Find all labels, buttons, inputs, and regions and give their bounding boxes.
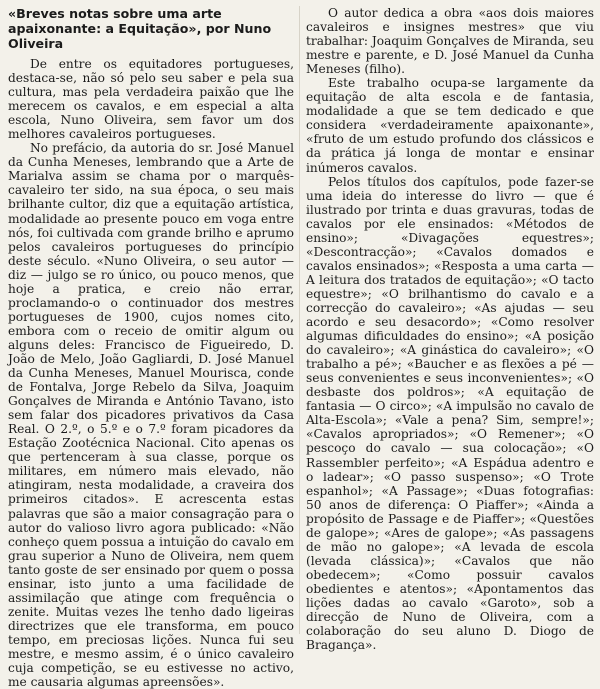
- paragraph-intro: De entre os equitadores portugueses, destaca-se, não só pelo seu saber e pela sua cultura, mas pela verdadeira paixão que lhe merecem os cavalos, e em especial a alta escola, Nuno Oliveira, sem favor um dos melhores cavaleiros portugueses.: [8, 57, 294, 142]
- paragraph-dedicatoria: O autor dedica a obra «aos dois maiores cavaleiros e insignes mestres» que viu trabalhar: Joaquim Gonçalves de Miranda, seu mestre e parente, e D. José Manuel da Cunha Meneses (filho).: [306, 6, 594, 77]
- column-gutter: [299, 6, 300, 634]
- right-column: [306, 6, 594, 652]
- paragraph-capitulos: Pelos títulos dos capítulos, pode fazer-se uma ideia do interesse do livro — que é ilustrado por trinta e duas gravuras, todas de cavalos por ele ensinados: «Métodos de ensino»; «Divagações equestres»; «Descontracção»; «Cavalos domados e cavalos ensinados»; «Resposta a uma carta — A leitura dos tratados de equitação»; «O tacto equestre»; «O brilhantismo do cavalo e a correcção do cavaleiro»; «As ajudas — seu acordo e seu desacordo»; «Como resolver algumas dificuldades do ensino»; «A posição do cavaleiro»; «A ginástica do cavaleiro»; «O trabalho a pé»; «Baucher e as flexões a pé — seus convenientes e seus inconvenientes»; «O desbaste dos poldros»; «A equitação de fantasia — O circo»; «A impulsão no cavalo de Alta-Escola»; «Vale a pena? Sim, sempre!»; «Cavalos apropriados»; «O Remener»; «O pescoço do cavalo — sua colocação»; «O Rassembler perfeito»; «A Espádua adentro e o ladear»; «O passo suspenso»; «O Trote espanhol»; «A Passage»; «Duas fotografias: 50 anos de diferença: O Piaffer»; «Ainda a propósito de Passage e de Piaffer»; «Questões de galope»; «Ares de galope»; «As passagens de mão no galope»; «A levada de escola (levada clássica)»; «Cavalos que não obedecem»; «Como possuir cavalos obedientes e atentos»; «Apontamentos das lições dadas ao cavalo «Garoto», sob a direcção de Nuno de Oliveira, com a colaboração do seu aluno D. Diogo de Bragança».: [306, 174, 594, 653]
- paragraph-prefacio: No prefácio, da autoria do sr. José Manuel da Cunha Meneses, lembrando que a Arte de Marialva assim se chama por o marquês-cavaleiro ter sido, na sua época, o seu mais brilhante cultor, diz que a equitação artística, modalidade ao presente pouco em voga entre nós, foi cultivada com grande brilho e aprumo pelos cavaleiros portugueses do princípio deste século. «Nuno Oliveira, o seu autor — diz — julgo se ro único, ou pouco menos, que hoje a pratica, e creio não errar, proclamando-o o continuador dos mestres portugueses de 1900, cujos nomes cito, embora com o receio de omitir algum ou alguns deles: Francisco de Figueiredo, D. João de Melo, João Gagliardi, D. José Manuel da Cunha Meneses, Manuel Mourisca, conde de Fontalva, Jorge Rebelo da Silva, Joaquim Gonçalves de Miranda e António Tavano, isto sem falar dos picadores privativos da Casa Real. O 2.º, o 5.º e o 7.º foram picadores da Estação Zootécnica Nacional. Cito apenas os que pertenceram à sua classe, porque os militares, em número mais elevado, não atingiram, nesta modalidade, a craveira dos primeiros citados». E acrescenta estas palavras que são a maior consagração para o autor do valioso livro agora publicado: «Não conheço quem possua a intuição do cavalo em grau superior a Nuno de Oliveira, nem quem tanto goste de ser ensinado por quem o possa ensinar, isto junto a uma facilidade de assimilação que atinge com frequência o zenite. Muitas vezes lhe tenho dado ligeiras directrizes que ele transforma, em pouco tempo, em preciosas lições. Nunca fui seu mestre, e mesmo assim, é o único cavaleiro cuja competição, se eu estivesse no activo, me causaria algumas apreensões».: [8, 141, 295, 689]
- left-column: [8, 6, 294, 689]
- article-title: «Breves notas sobre uma arte apaixonante: a Equitação», por Nuno Oliveira: [8, 6, 272, 51]
- paragraph-trabalho: Este trabalho ocupa-se largamente da equitação de alta escola e de fantasia, modalidade a que se tem dedicado e que considera «verdadeiramente apaixonante», «fruto de um estudo profundo dos clássicos e da prática já longa de montar e ensinar inúmeros cavalos.: [306, 76, 594, 175]
